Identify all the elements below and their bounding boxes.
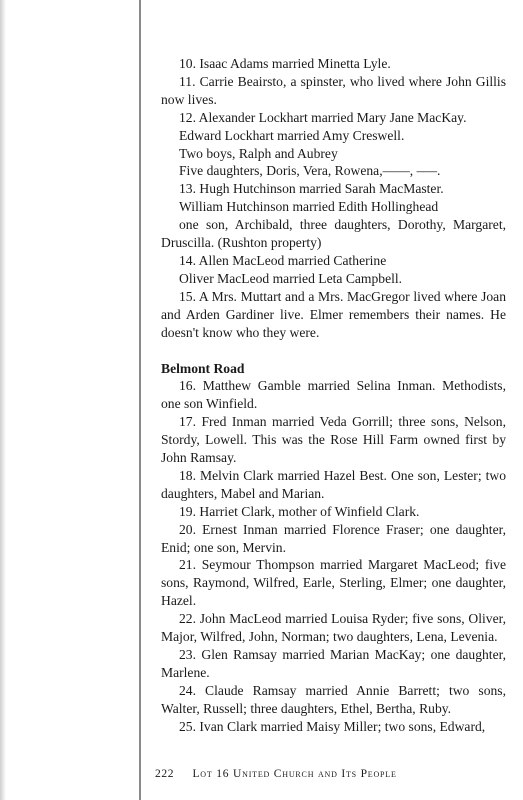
entry-paragraph: 16. Matthew Gamble married Selina Inman. Methodists, one son Winfield. xyxy=(161,378,506,412)
page-gutter-shadow xyxy=(0,0,6,800)
entry-paragraph: 23. Glen Ramsay married Marian MacKay; one daughter, Marlene. xyxy=(161,647,506,680)
entry-paragraph: one son, Archibald, three daughters, Dorothy, Margaret, Druscilla. (Rushton property) xyxy=(161,217,506,251)
page-number: 222 xyxy=(155,768,175,780)
page-margin-rule xyxy=(139,0,141,800)
entry-paragraph: Oliver MacLeod married Leta Campbell. xyxy=(179,270,403,286)
entry-paragraph: 18. Melvin Clark married Hazel Best. One son, Lester; two daughters, Mabel and Marian. xyxy=(161,467,506,501)
entry-paragraph: Five daughters, Doris, Vera, Rowena,––––, –––. xyxy=(179,163,441,179)
entry-paragraph: 12. Alexander Lockhart married Mary Jane MacKay. xyxy=(179,109,467,125)
entry-paragraph: Edward Lockhart married Amy Creswell. xyxy=(179,127,405,143)
entry-paragraph: 11. Carrie Beairsto, a spinster, who lived where John Gillis now lives. xyxy=(161,73,506,107)
running-title: Lot 16 United Church and Its People xyxy=(192,768,397,780)
entry-paragraph: 17. Fred Inman married Veda Gorrill; three sons, Nelson, Stordy, Lowell. This was the Rose Hill Farm owned first by John Ramsay. xyxy=(161,414,506,466)
page-footer xyxy=(155,768,397,780)
entry-paragraph: 13. Hugh Hutchinson married Sarah MacMaster. xyxy=(179,181,444,197)
entry-paragraph: 19. Harriet Clark, mother of Winfield Clark. xyxy=(179,503,420,519)
entry-paragraph: 25. Ivan Clark married Maisy Miller; two sons, Edward, xyxy=(179,718,486,734)
entry-paragraph: 24. Claude Ramsay married Annie Barrett; two sons, Walter, Russell; three daughters, Ethel, Bertha, Ruby. xyxy=(161,682,506,716)
entry-paragraph: 14. Allen MacLeod married Catherine xyxy=(179,252,387,268)
entry-paragraph: William Hutchinson married Edith Hollinghead xyxy=(179,199,439,215)
entry-paragraph: 15. A Mrs. Muttart and a Mrs. MacGregor lived where Joan and Arden Gardiner live. Elmer remembers their names. He doesn't know who they were. xyxy=(161,288,506,340)
entry-paragraph: 21. Seymour Thompson married Margaret MacLeod; five sons, Raymond, Wilfred, Earle, Sterling, Elmer; one daughter, Hazel. xyxy=(161,557,506,609)
body-text xyxy=(161,55,506,736)
section-heading: Belmont Road xyxy=(161,360,245,376)
entry-paragraph: 20. Ernest Inman married Florence Fraser; one daughter, Enid; one son, Mervin. xyxy=(161,521,506,555)
entry-paragraph: Two boys, Ralph and Aubrey xyxy=(179,145,338,161)
entry-paragraph: 22. John MacLeod married Louisa Ryder; five sons, Oliver, Major, Wilfred, John, Norman; two daughters, Lena, Levenia. xyxy=(161,611,506,645)
entry-paragraph: 10. Isaac Adams married Minetta Lyle. xyxy=(179,56,391,71)
